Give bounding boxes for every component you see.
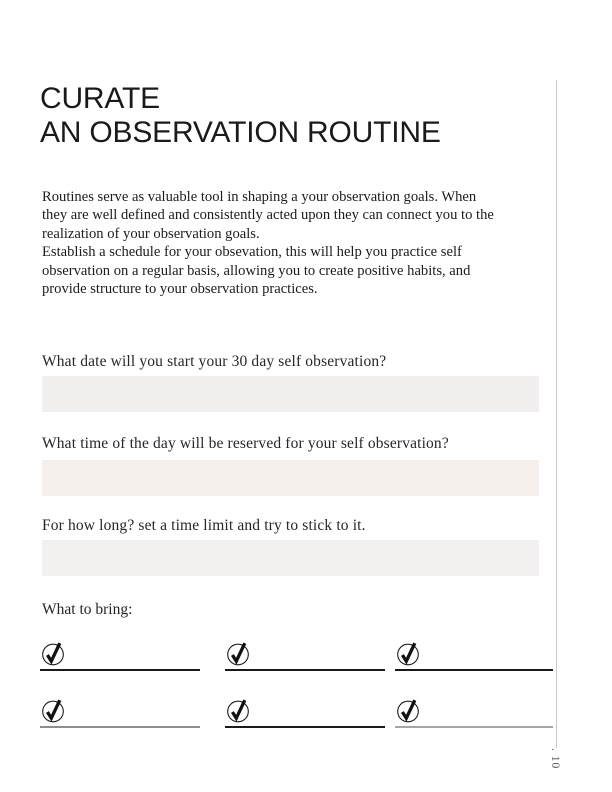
check-circle-icon <box>397 698 420 723</box>
question-time-of-day-label: What time of the day will be reserved for your self observation? <box>42 435 449 452</box>
bring-item[interactable] <box>395 641 553 669</box>
intro-line: they are well defined and consistently acted upon they can connect you to the <box>42 207 494 224</box>
write-line[interactable] <box>40 726 200 728</box>
answer-box-start-date[interactable] <box>42 376 539 412</box>
check-circle-icon <box>42 698 65 723</box>
bring-item[interactable] <box>225 641 385 669</box>
check-circle-icon <box>397 641 420 666</box>
check-circle-icon <box>227 698 250 723</box>
intro-line: observation on a regular basis, allowing you to create positive habits, and <box>42 262 471 279</box>
answer-box-time-of-day[interactable] <box>42 460 539 496</box>
page-title <box>40 82 441 150</box>
write-line[interactable] <box>40 669 200 671</box>
bring-item[interactable] <box>225 698 385 726</box>
intro-paragraph <box>42 188 557 298</box>
intro-line: Establish a schedule for your obsevation, this will help you practice self <box>42 244 462 261</box>
bring-item[interactable] <box>40 698 200 726</box>
page-title-line1: CURATE <box>40 82 160 115</box>
answer-box-duration[interactable] <box>42 540 539 576</box>
page-number: . 10 <box>549 748 561 770</box>
page-title-line2: AN OBSERVATION ROUTINE <box>40 116 441 149</box>
write-line[interactable] <box>225 669 385 671</box>
intro-line: Routines serve as valuable tool in shaping a your observation goals. When <box>42 189 477 205</box>
intro-line: provide structure to your observation practices. <box>42 281 318 298</box>
check-circle-icon <box>227 641 250 666</box>
bring-item[interactable] <box>40 641 200 669</box>
question-duration-label: For how long? set a time limit and try to stick to it. <box>42 517 366 534</box>
write-line[interactable] <box>395 669 553 671</box>
question-start-date-label: What date will you start your 30 day self observation? <box>42 353 387 370</box>
vertical-rule <box>556 80 557 748</box>
write-line[interactable] <box>225 726 385 728</box>
write-line[interactable] <box>395 726 553 728</box>
check-circle-icon <box>42 641 65 666</box>
bring-item[interactable] <box>395 698 553 726</box>
intro-line: realization of your observation goals. <box>42 225 260 242</box>
what-to-bring-label: What to bring: <box>42 601 133 618</box>
